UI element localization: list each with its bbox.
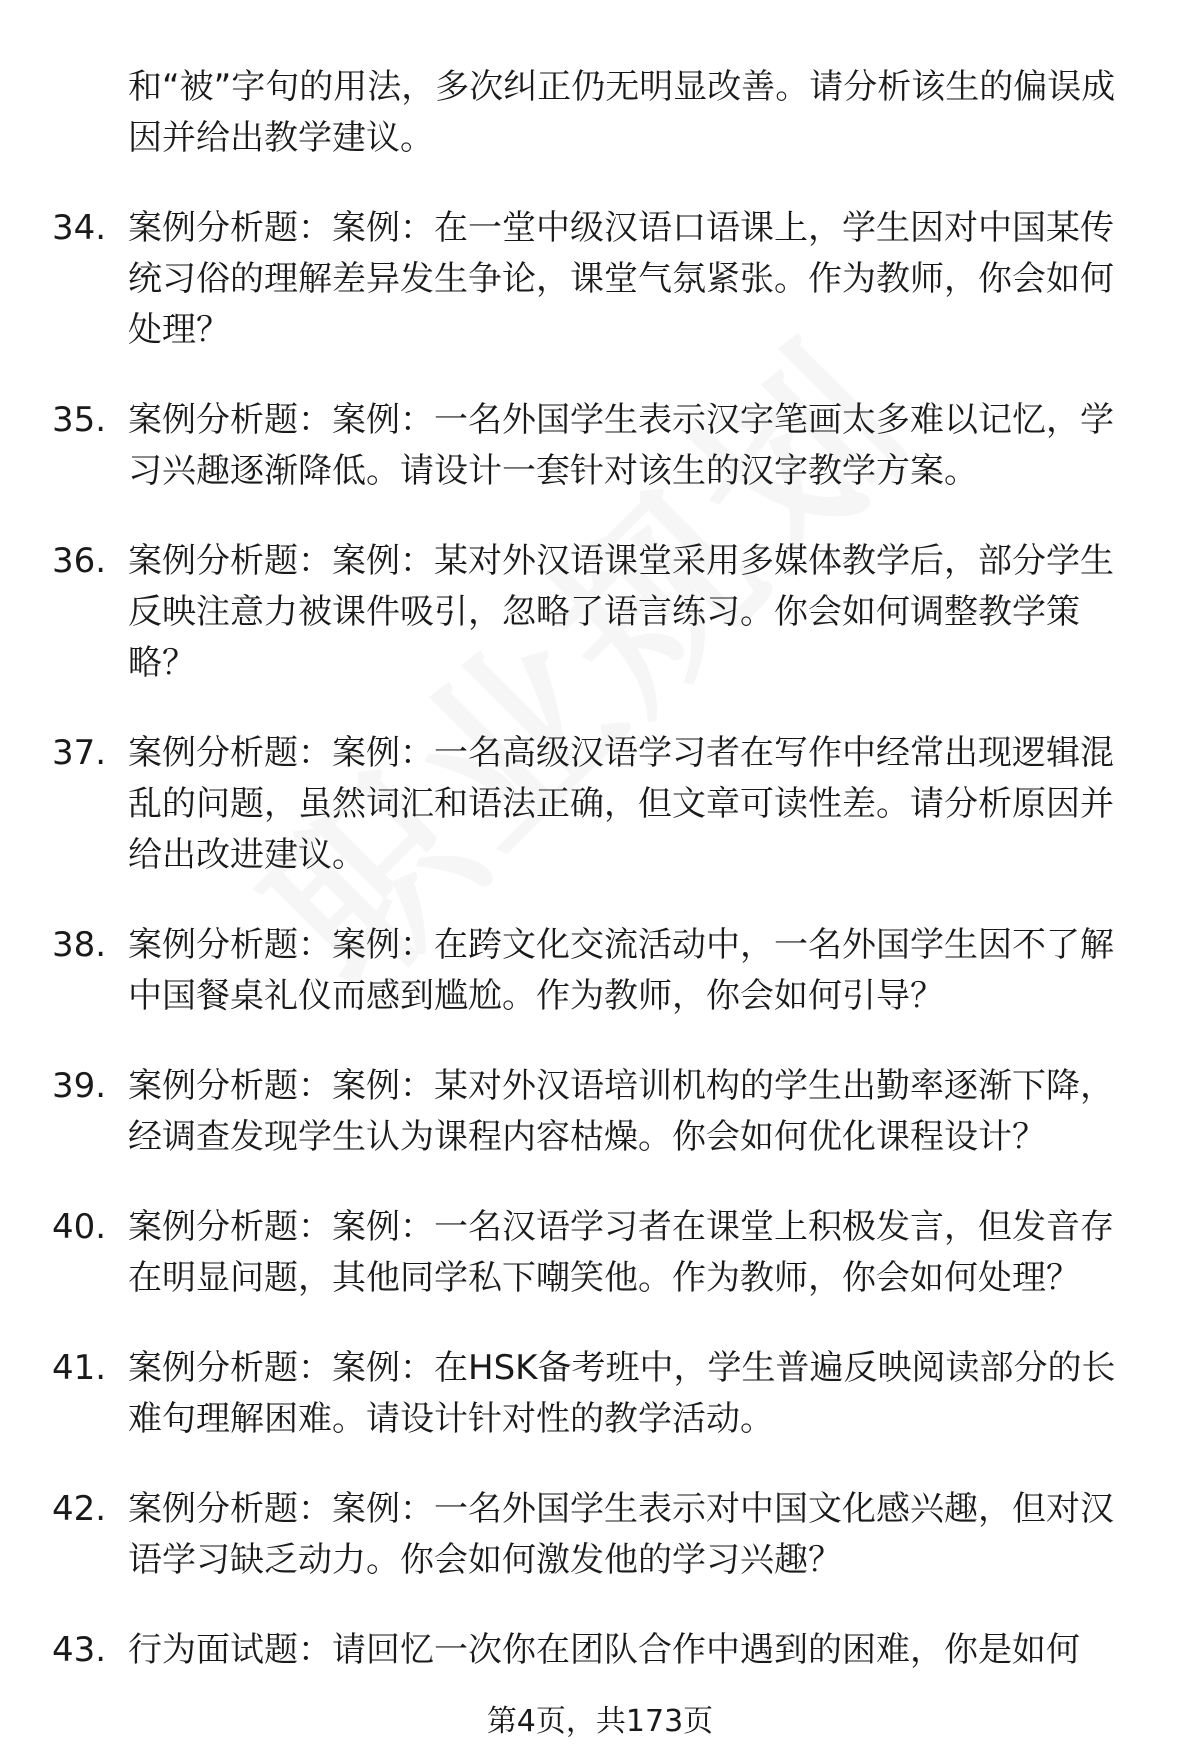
question-number: 35. — [52, 400, 107, 440]
question-number: 41. — [52, 1348, 107, 1388]
continuation-text: 和“被”字句的用法，多次纠正仍无明显改善。请分析该生的偏误成因并给出教学建议。 — [128, 67, 1116, 158]
question-number: 43. — [52, 1630, 107, 1670]
question-text: 案例分析题：案例：在一堂中级汉语口语课上，学生因对中国某传统习俗的理解差异发生争论，课堂气氛紧张。作为教师，你会如何处理？ — [128, 208, 1114, 350]
question-number: 42. — [52, 1489, 107, 1529]
question-item — [0, 536, 1200, 689]
question-text: 案例分析题：案例：某对外汉语课堂采用多媒体教学后，部分学生反映注意力被课件吸引，忽略了语言练习。你会如何调整教学策略？ — [128, 541, 1114, 683]
question-item — [0, 920, 1200, 1022]
question-item — [0, 1484, 1200, 1586]
question-text: 案例分析题：案例：一名汉语学习者在课堂上积极发言，但发音存在明显问题，其他同学私下嘲笑他。作为教师，你会如何处理？ — [128, 1207, 1114, 1298]
question-number: 40. — [52, 1207, 107, 1247]
question-number: 38. — [52, 925, 107, 965]
question-item — [0, 1343, 1200, 1445]
question-number: 34. — [52, 208, 107, 248]
question-item — [0, 395, 1200, 497]
question-text: 案例分析题：案例：在HSK备考班中，学生普遍反映阅读部分的长难句理解困难。请设计针对性的教学活动。 — [128, 1348, 1116, 1439]
question-item — [0, 1202, 1200, 1304]
question-number: 39. — [52, 1066, 107, 1106]
question-list — [0, 62, 1200, 1715]
question-text: 案例分析题：案例：某对外汉语培训机构的学生出勤率逐渐下降，经调查发现学生认为课程内容枯燥。你会如何优化课程设计？ — [128, 1066, 1114, 1157]
question-text: 案例分析题：案例：一名高级汉语学习者在写作中经常出现逻辑混乱的问题，虽然词汇和语法正确，但文章可读性差。请分析原因并给出改进建议。 — [128, 733, 1114, 875]
question-text: 案例分析题：案例：一名外国学生表示汉字笔画太多难以记忆，学习兴趣逐渐降低。请设计一套针对该生的汉字教学方案。 — [128, 400, 1114, 491]
question-item — [0, 728, 1200, 881]
question-item — [0, 1061, 1200, 1163]
question-item — [0, 203, 1200, 356]
question-number: 36. — [52, 541, 107, 581]
question-text: 案例分析题：案例：一名外国学生表示对中国文化感兴趣，但对汉语学习缺乏动力。你会如何激发他的学习兴趣？ — [128, 1489, 1114, 1580]
question-text: 行为面试题：请回忆一次你在团队合作中遇到的困难，你是如何 — [128, 1630, 1080, 1670]
question-item — [0, 1625, 1200, 1676]
page-footer: 第4页，共173页 — [486, 1704, 714, 1739]
question-number: 37. — [52, 733, 107, 773]
question-text: 案例分析题：案例：在跨文化交流活动中，一名外国学生因不了解中国餐桌礼仪而感到尴尬。作为教师，你会如何引导？ — [128, 925, 1114, 1016]
